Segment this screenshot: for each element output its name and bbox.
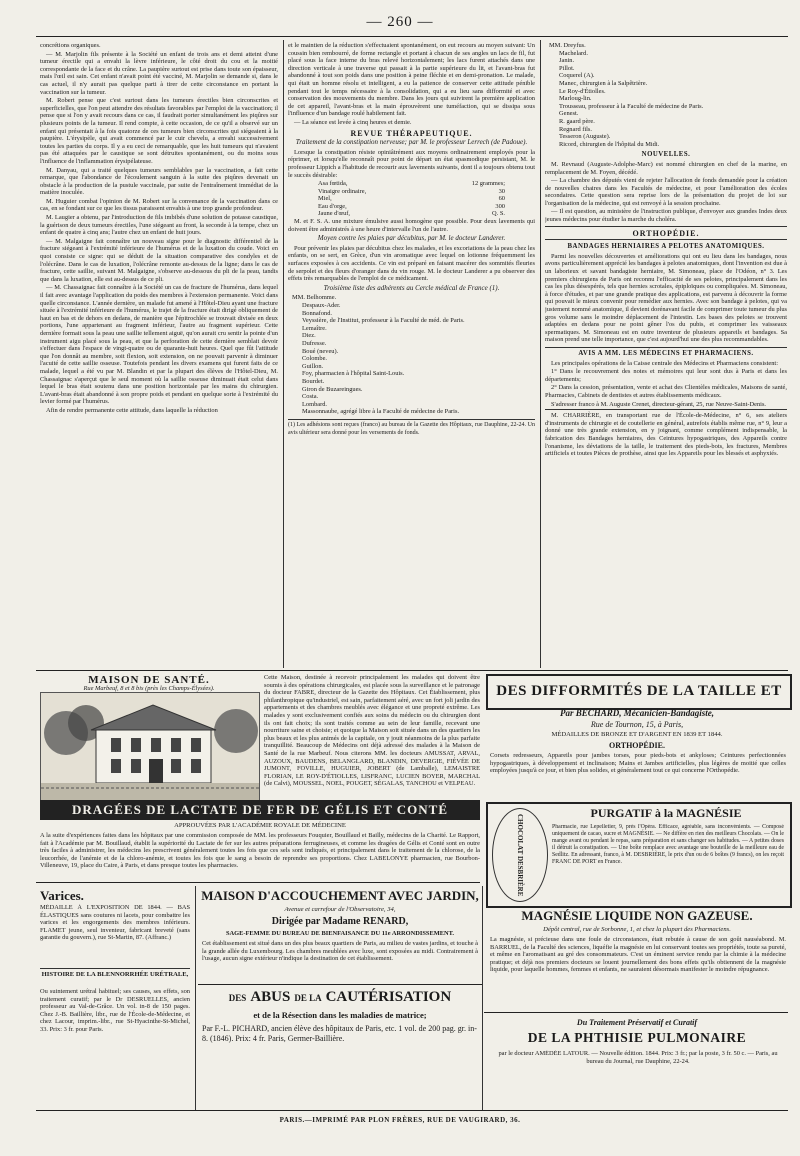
paragraph: M. Danyau, qui a traité quelques tumeurs semblables par la vaccination, a fait cette remarque, que l'abondance de l'écoulement sanguin à la suite des piqûres devenait un obstacle à la production de la pustule vaccinale, par suite de l'entraînement immédiat de la matière inoculée. <box>40 166 278 197</box>
abus-title-part: DE LA <box>294 993 322 1003</box>
list-item: Foy, pharmacien à l'hôpital Saint-Louis. <box>302 370 405 378</box>
maison-title: MAISON DE SANTÉ. <box>88 674 210 686</box>
paragraph: M. Robert pense que c'est surtout dans les tumeurs érectiles bien circonscrites et superficielles, que l'on peut attendre des résultats favorables par l'emploi de la vaccination; il pense que si l'on y avait recours dans ce cas, il faudrait porter simultanément les piqûres sur plusieurs points de la tumeur. Il rend compte, à cette occasion, de ce qu'il a observé sur un enfant qui présentait à la fois quatorze de ces tumeurs bien circonscrites qui siégeaient à la paupière. L'érysipèle, qui avait commencé par le cuir chevelu, a envahi successivement toutes les parties du corps. Il y a eu ceci de remarquable, que les huit tumeurs qui n'avaient pas été attaquées par le caustique se sont détruites spontanément, ou du moins sous l'influence de l'inflammation érysipélateuse. <box>40 97 278 165</box>
ingredient-row <box>288 203 535 211</box>
ingredient-list <box>288 180 535 218</box>
list-item: Bourdet. <box>302 377 325 385</box>
ingredient-row <box>288 210 535 218</box>
orthopedie-title: ORTHOPÉDIE. <box>632 228 700 238</box>
dragees-text: A la suite d'expériences faites dans les hôpitaux par une commission composée de MM. les professeurs Fouquier, Bouillaud et Bailly, médecins de la Charité. Le Rapport, fait à l'Académie par M. Bouillaud, établit la supériorité du Lactate de fer sur les autres préparations ferrugineuses, et comme les dragées de Gélis et Conté sont en outre très faciles à administrer, les médecins les prescrivent généralement toutes les fois que ces sels sont indiqués, et principalement dans le traitement de la chlorose, de la leucorrhée, de l'anémie et de la chloro-anémie, et toutes les fois que le sang a besoin de reprendre ses proportions. Chez LABELONYE pharmacien, rue Bourbon-Villeneuve, 19, place du Caire, à Paris, et dans presque toutes les pharmacies. <box>40 832 480 870</box>
paragraph: 2° Dans la cession, présentation, vente et achat des Clientèles médicales, Maisons de santé, Pharmacies, Cabinets de dentistes et autres établissements médicaux. <box>545 384 787 399</box>
paragraph: concrétions organiques. <box>40 42 101 49</box>
nouvelles-title: NOUVELLES. <box>641 151 691 159</box>
difformites-title: DES DIFFORMITÉS DE LA TAILLE ET <box>496 683 782 699</box>
list-item: Manec, chirurgien à la Salpêtrière. <box>559 79 648 87</box>
list-item: Tesseron (Auguste). <box>559 133 611 141</box>
magnesie-depot: Dépôt central, rue de Sorbonne, 1, et chez la plupart des Pharmaciens. <box>543 926 731 933</box>
chocolat-seal-icon <box>492 808 548 902</box>
column-divider <box>482 886 483 1110</box>
phtisie-text: par le docteur AMÉDÉE LATOUR. — Nouvelle édition. 1844. Prix: 3 fr.; par la poste, 3 fr. 50 c. — Paris, au bureau du Journal, rue Dauphine, 22-24. <box>498 1050 778 1065</box>
house-drawing-icon <box>41 693 259 803</box>
accouchement-title: MAISON D'ACCOUCHEMENT AVEC JARDIN, <box>201 888 479 903</box>
list-item: Regnard fils. <box>559 125 593 133</box>
section-rule <box>36 882 480 883</box>
ingredient-qty: Q. S. <box>492 210 505 218</box>
list-item: Coquerel (A). <box>559 72 595 80</box>
list-item: Le Roy-d'Étiolles. <box>559 87 606 95</box>
paragraph: Afin de rendre permanente cette attitude, dans laquelle la réduction <box>46 406 218 414</box>
imprint-footer: PARIS.—IMPRIMÉ PAR PLON FRÈRES, RUE DE VAUGIRARD, 36. <box>279 1116 521 1124</box>
abus-subtitle: et de la Résection dans les maladies de matrice; <box>253 1010 427 1020</box>
difformites-orthopedie: ORTHOPÉDIE. <box>609 741 665 750</box>
column-divider <box>540 40 541 668</box>
list-item: Bonnafond. <box>302 309 332 317</box>
list-item: Diez. <box>302 332 316 340</box>
column-1 <box>40 42 278 667</box>
paragraph: M. Huguier combat l'opinion de M. Robert sur la convenance de la vaccination dans ce cas, en se fondant sur ce que les tissus paraissent envahis à une trop grande profondeur. <box>40 197 278 213</box>
revue-subtitle: Traitement de la constipation nerveuse; par M. le professeur Lerrech (de Padoue). <box>295 138 528 147</box>
seal-text: CHOCOLAT DESBRIÈRE <box>516 813 524 897</box>
list-item: Dufresse. <box>302 339 327 347</box>
abus-title <box>200 988 480 1006</box>
ingredient-name: Vinaigre ordinaire, <box>318 187 367 195</box>
paragraph: M. Revnaud (Auguste-Adolphe-Marc) est nommé chirurgien en chef de la marine, en remplacement de M. Foyen, décédé. <box>545 160 787 176</box>
list-item: Lemaître. <box>302 324 327 332</box>
member-list <box>545 42 787 148</box>
page-number: — 260 — <box>366 14 434 30</box>
difformites-address: Rue de Tournon, 15, à Paris, <box>590 720 684 729</box>
liste-title: Troisième liste des adhérents au Cercle médical de France (1). <box>323 283 500 292</box>
paragraph: — La chambre des députés vient de rejeter l'allocation de fonds demandée pour la création de nouvelles chaires dans les Facultés de médecine, et pour l'amélioration des écoles secondaires. Cette question sera reprise lors de la présentation du projet de loi sur l'organisation de la médecine, qui est renvoyé à la session prochaine. <box>545 177 787 207</box>
blennorrhee-text: Ou suintement urétral habituel; ses causes, ses effets, son traitement curatif; par le Dr DESRUELLES, ancien professeur au Val-de-Grâce. Un vol. in-8 de 150 pages. Chez J.-B. Baillière, libr., rue de l'École-de-Médecine, et chez Lacour, imprim.-libr., rue St-Hyacinthe-St-Michel, 33. Prix: 3 fr. pour Paris. <box>40 988 190 1033</box>
section-rule <box>198 984 482 985</box>
paragraph: M. et F. S. A. une mixture émulsive aussi homogène que possible. Pour deux lavements qui doivent être administrés à une heure d'intervalle l'un de l'autre. <box>288 218 535 233</box>
paragraph: Parmi les nouvelles découvertes et améliorations qui ont eu lieu dans les bandages, nous avons particulièrement apprécié les bandages à pelotes anatomiques, dont l'invention est due à un laborieux et savant bandagiste herniaire, M. Simoneau, place de l'Odéon, n° 3. Les premiers chirurgiens de Paris ont reconnu l'efficacité de ses pelotes, principalement dans les cas les plus désespérés, tels que hernies scrotales, épiploïques ou compliquées. M. Simoneau, à force d'études, et par une grande pratique des applications, est parvenu à découvrir la forme qui pouvait le mieux convenir pour remédier aux hernies. Avec son bandage à pelotes, qui va justement nommé anatomique, il devient dorénavant facile de comprimer toute tumeur du plus gros volume sans le moindre déplacement de l'intestin. Les bases des pelotes se trouvent adaptées en dedans pour ne point gêner l'os du pubis, et comprimer les vaisseaux spermatiques. M. Simoneau est en outre inventeur de plusieurs appareils et bandages. Sa maison prend une telle importance, que c'est aujourd'hui une des plus recommandables. <box>545 252 787 344</box>
column-divider <box>195 886 196 1110</box>
paragraph: — M. Chassaignac fait connaître à la Société un cas de fracture de l'humérus, dans lequel il fait avec avantage l'application du poids des membres à l'extension permanente. Voici dans quelle circonstance. L'année dernière, un malade fut amené à l'Hôtel-Dieu ayant une fracture située à l'extrémité inférieure de l'humérus, le trajet de la fracture était dirigé obliquement de haut en bas et de dehors en dedans, de manière que l'épitrochlée se trouvait divisée en deux portions, l'une appartenant au fragment inférieur, l'autre au fragment supérieur. Cette dernière formait sous la peau une saillie tellement aiguë, qu'on aurait cru sentir la pointe d'un instrument aigu placé sous la peau, et que la perforation de cette dernière semblait devoir s'effectuer dans l'espace de vingt-quatre ou de quarante-huit heures. Quel que fût l'attitude que l'on donnât au membre, soit flexion, soit extension, on ne pouvait parvenir à diminuer l'acuité de cette saillie osseuse. Toutefois pendant les divers examens qui furent faits de ce malade, lequel a été vu par M. Blandin et par la plupart des élèves de l'Hôtel-Dieu, M. Chassaignac s'aperçut que le seul moment où la saillie osseuse diminuait était celui dans lequel le bras était soutenu dans une position horizontale par les mains du chirurgien. L'avant-bras était abandonné à son propre poids et pendant en quelque sorte à l'extrémité du levier formé par l'humérus. <box>40 284 278 406</box>
list-item: Guillon. <box>302 362 324 370</box>
revue-title: REVUE THÉRAPEUTIQUE. <box>350 128 473 138</box>
ingredient-name: Jaune d'œuf, <box>318 210 351 218</box>
member-list <box>288 294 535 416</box>
paragraph: Pour prévenir les plaies par décubitus chez les malades, et les excoriations de la peau chez les enfants, on se sert, en Grèce, d'un vin aromatique avec lequel on lotionne fréquemment les surfaces exposées à ces accidents. Ce vin est préparé en faisant macérer des sommités fleuries de serpolet et des fleurs d'oranger dans du vin rouge. M. le docteur Landerer a pu observer des effets très remarquables de l'emploi de ce médicament. <box>288 244 535 283</box>
accouchement-role: SAGE-FEMME DU BUREAU DE BIENFAISANCE DU 11e ARRONDISSEMENT. <box>225 930 455 937</box>
abus-title-part: ABUS <box>250 989 291 1005</box>
difformites-text: Corsets redresseurs, Appareils pour jambes torses, pour pieds-bots et ankyloses; Ceintures perfectionnées hypogastriques, à développement et inclinaison; Mains et Jambes artificielles, plus légères de moitié que celles employées jusqu'à ce jour, et bien plus solides, et généralement tout ce qui concerne l'Orthopédie. <box>490 752 786 775</box>
maison-text: Cette Maison, destinée à recevoir principalement les malades qui doivent être soumis à des opérations chirurgicales, est placée sous la surveillance et le patronage du docteur FABRE, directeur de la Gazette des Hôpitaux. Cet Établissement, plus philanthropique qu'industriel, est sain, parfaitement aéré, avec un fort joli jardin des appartements et des chambres meublés avec élégance et une propreté extrême. Les malades y sont exclusivement confiés aux soins du médecin ou du chirurgien dont ils ont fait choix; ils sont traités comme au sein de leur famille, recevant une nourriture saine et choisie; et quoique la Maison soit située dans un des quartiers les plus beaux et les plus animés de la capitale, on y jouit néanmoins de la plus parfaite tranquillité. Beaucoup de Médecins ont déjà adressé des malades à la Maison de Santé de la rue Marbeuf. Nous citerons MM. les docteurs AMUSSAT, ARVAL, AUZOUX, BAUDENS, BELANGLARD, BLANDIN, DEVERGIE, FIÉVÉE DE JUMONT, FOVILLE, HUGUIER, JOBERT (de Lamballe), LEMAISTRE FLORIAN, LE ROY-D'ÉTIOLLES, LISFRANC, LUCIEN BOYER, MARCHAL (de Calvi), MOUSSEL, NOEL, POUGET, SÉGALAS, TANCHOU et VELPEAU. <box>264 674 480 788</box>
paragraph: M. Laugier a obtenu, par l'introduction de fils imbibés d'une solution de potasse caustique, la guérison de deux tumeurs érectiles, l'une siégeant au front, la seconde à la tempe, chez un enfant de quatre à cinq ans; l'autre chez un enfant de huit jours. <box>40 214 278 237</box>
paragraph: Lorsque la constipation résiste opiniâtrément aux moyens ordinairement employés pour la réprimer, et lorsqu'elle reconnaît pour point de départ un état spasmodique persistant, M. le professeur Lippich a l'habitude de recourir aux lavements suivants, dont il a toujours obtenu tout le succès désirable: <box>288 148 535 179</box>
ingredient-qty: 300 <box>495 202 505 210</box>
paragraph: — M. Malgaigne fait connaître un nouveau signe pour le diagnostic différentiel de la fracture siégeant à l'extrémité inférieure de l'humérus et de la luxation du coude. Voici en quoi consiste ce signe: qui se déduit de la situation comparative des condyles et de l'olécrâne. Dans le cas de luxation, l'olécrâne remonte au-dessus de la ligne; dans le cas de fracture, cette saillie, suivant M. Malgaigne, s'observe au-dessous du pli de la peau, tandis que dans la luxation, elle est au-dessus de ce pli. <box>40 237 278 283</box>
varices-title: Varices. <box>40 888 84 903</box>
ingredient-qty: 60 <box>498 195 505 203</box>
accouchement-text: Cet établissement est situé dans un des plus beaux quartiers de Paris, au milieu de vastes jardins, et touche à la grande allée du Luxembourg. Les chambres meublées avec luxe, sont exposées au midi. Contrairement à l'usage, aucun signe extérieur n'indique la destination de cet établissement. <box>202 940 478 963</box>
house-illustration <box>40 692 260 804</box>
abus-title-part: DES <box>228 993 247 1003</box>
orthopedie-subtitle: BANDAGES HERNIAIRES A PELOTES ANATOMIQUES. <box>567 243 765 251</box>
list-item: Ricord, chirurgien de l'hôpital du Midi. <box>559 140 660 148</box>
ingredient-name: Miel, <box>318 195 332 203</box>
abus-title-part: CAUTÉRISATION <box>325 989 452 1005</box>
ingredient-row <box>288 180 535 188</box>
abus-text: Par F.-L. PICHARD, ancien élève des hôpitaux de Paris, etc. 1 vol. de 200 pag. gr. in-8. (1846). Prix: 4 fr. Paris, Germer-Baillière. <box>202 1024 477 1043</box>
list-item: Massonnaube, agrégé libre à la Faculté de médecine de Paris. <box>302 408 460 416</box>
list-item: Colombe. <box>302 355 328 363</box>
ingredient-row <box>288 188 535 196</box>
column-2 <box>288 42 535 667</box>
purgatif-title: PURGATIF à la MAGNÉSIE <box>590 806 742 820</box>
dragees-subtitle: APPROUVÉES PAR L'ACADÉMIE ROYALE DE MÉDECINE <box>174 822 346 829</box>
plaies-title: Moyen contre les plaies par décubitus, par M. le docteur Landerer. <box>317 234 506 243</box>
magnesie-title: MAGNÉSIE LIQUIDE NON GAZEUSE. <box>521 908 753 923</box>
accouchement-director: Dirigée par Madame RENARD, <box>271 916 409 927</box>
paragraph: Les principales opérations de la Caisse centrale des Médecins et Pharmaciens consistent: <box>551 359 778 367</box>
list-item: Machelard. <box>559 49 588 57</box>
paragraph: M. CHARRIÈRE, en transportant rue de l'École-de-Médecine, n° 6, ses ateliers d'instruments de chirurgie et de coutellerie en général, autrefois établis même rue, n° 9, leur a donné une très grande extension, en y joignant, comme complément indispensable, la fabrication des Bandages herniaires, des Ceintures hypogastriques, des Appareils contre l'onanisme, les déviations de la taille, le traitement des pieds-bots, les fractures, Membres artificiels et toutes Pièces de prothèse, ainsi que les Appareils pour les blessés et asphyxiés. <box>545 409 787 458</box>
phtisie-pre: Du Traitement Préservatif et Curatif <box>576 1018 698 1027</box>
magnesie-text: La magnésie, si précieuse dans une foule de circonstances, était rebutée à cause de son goût nauséabond. M. BARRUEL, de la Faculté des sciences, liquéfie la magnésie en lui conservant toutes ses propriétés, toute sa pureté, et même en l'aromatisant au gré des consommateurs. C'est un éminent service rendu par la chimie à la médecine pratique; et déjà nos premiers docteurs se louent journellement des bons effets qu'ils obtiennent de la magnésie liquide, pour laquelle hommes, femmes et enfants, ne sauraient désormais manifester le moindre répugnance. <box>490 936 786 974</box>
difformites-author: Par BECHARD, Mécanicien-Bandagiste, <box>559 708 714 718</box>
column-3 <box>545 42 787 667</box>
maison-address: Rue Marbeuf, 8 et 8 bis (près les Champs-Élysées). <box>83 685 215 692</box>
paragraph: — Il est question, au ministère de l'instruction publique, d'envoyer aux grandes Indes deux jeunes médecins pour étudier la marche du choléra. <box>545 208 787 224</box>
paragraph: et le maintien de la réduction s'effectuaient spontanément, on eut recours au moyen suivant: Un coussin bien rembourré, de forme rectangle et portant à chacun de ses angles un lacs de fil, fut placé sous la face interne du bras relevé horizontalement; les lacs furent attachés dans une direction verticale à une traverse qui passait à la partie supérieure du lit, et l'avant-bras fut abandonné à tout son poids dans une position à peine fléchie et en demi-pronation. Le malade, qui était un homme résolu et intelligent, a eu la patience de conserver cette attitude pénible pendant tout le temps nécessaire à la consolidation, qui a eu lieu sans difformité et avec conservation des mouvements du membre. Dans les jours qui suivirent la première application de cet appareil, l'avant-bras et la main éprouvèrent une tuméfaction, qui se dissipa sous l'influence d'un bandage roulé habilement fait. <box>288 42 535 118</box>
difformites-medal: MÉDAILLES DE BRONZE ET D'ARGENT EN 1839 ET 1844. <box>551 731 723 738</box>
list-item: MM. Belhomme. <box>292 294 337 302</box>
purgatif-ad <box>486 802 792 908</box>
list-item: Despaux-Ader. <box>302 302 341 309</box>
column-divider <box>283 40 284 668</box>
difformites-title-box <box>486 674 792 710</box>
paragraph: — M. Marjolin fils présente à la Société un enfant de trois ans et demi atteint d'une tumeur érectile qui a envahi la lèvre inférieure, le côté droit du cou et la moitié correspondante de la face et du crâne. La paupière surtout est prise dans toute son épaisseur, mais l'œil est sain. Cet enfant n'avait point été vacciné, M. Marjolin se demande si, dans le cas actuel, il n'y aurait pas quelque parti à tirer de cette circonstance en portant la vaccination sur la tumeur. <box>40 50 278 96</box>
paragraph: — La séance est levée à cinq heures et demie. <box>294 118 412 126</box>
list-item: Boué (neveu). <box>302 347 339 355</box>
list-item: Lombard. <box>302 400 328 408</box>
ingredient-name: Asa fœtida, <box>318 180 348 188</box>
list-item: Marloug-lin. <box>559 95 592 103</box>
blennorrhee-title: HISTOIRE DE LA BLENNORRHÉE URÉTRALE, <box>40 968 190 978</box>
list-item: Pillot. <box>559 64 575 72</box>
varices-text: MÉDAILLE À L'EXPOSITION DE 1844. — BAS ÉLASTIQUES sans coutures ni lacets, pour combattre les varices et les engorgements des membres inférieurs. FLAMET jeune, seul inventeur, fabricant breveté (sans garantie du gouvern.), rue St-Martin, 87. (Affranc.) <box>40 904 190 942</box>
list-item: Janin. <box>559 57 575 65</box>
list-item: Giron de Buzareingues. <box>302 385 363 393</box>
ingredient-row <box>288 195 535 203</box>
list-item: R. gaard père. <box>559 117 595 125</box>
ingredient-qty: 12 grammes; <box>471 180 505 188</box>
purgatif-text: Pharmacie, rue Lepelletier, 9, près l'Opéra. Efficace, agréable, sans inconvénients. — Composé uniquement de cacao, sucre et MAGNÉSIE. — Ne diffère en rien des meilleurs Chocolats. — On le mange avant ou pendant le repas, sans préparation et sans changer ses habitudes. — A petites doses il détruit la constipation. — Une boîte remplace avec avantage une bouteille de la meilleure eau de Sedlitz. En adressant, franco, à M. DESBRIÈRE, le prix d'un ou de 6 boîtes (9 francs), on les reçoit FRANC DE PORT en France. <box>552 824 784 865</box>
list-item: Veyssière, de l'Institut, professeur à la Faculté de méd. de Paris. <box>302 317 465 325</box>
paragraph: 1° Dans le recouvrement des notes et mémoires qui leur sont dus à Paris et dans les départements; <box>545 368 787 383</box>
dragees-banner: DRAGÉES DE LACTATE DE FER DE GÉLIS ET CONTÉ <box>40 800 480 820</box>
footnote: (1) Les adhésions sont reçues (franco) au bureau de la Gazette des Hôpitaux, rue Dauphine, 22-24. Un avis ultérieur sera donné pour les versements de fonds. <box>288 419 535 437</box>
list-item: Trousseau, professeur à la Faculté de médecine de Paris. <box>559 102 704 110</box>
ingredient-qty: 30 <box>498 187 505 195</box>
list-item: Genest. <box>559 110 579 118</box>
ingredient-name: Eau d'orge, <box>318 202 347 210</box>
list-item: Costa. <box>302 393 319 401</box>
avis-title: AVIS A MM. LES MÉDECINS ET PHARMACIENS. <box>545 347 787 358</box>
paragraph: S'adresser franco à M. Auguste Crenet, directeur-gérant, 25, rue Neuve-Saint-Denis. <box>551 400 767 408</box>
list-item: MM. Dreyfus. <box>549 42 586 49</box>
section-rule <box>484 1012 788 1013</box>
phtisie-title: DE LA PHTHISIE PULMONAIRE <box>527 1030 747 1045</box>
header-rule <box>36 36 788 37</box>
section-rule <box>36 670 788 671</box>
footer-rule <box>36 1110 788 1111</box>
accouchement-address: Avenue et carrefour de l'Observatoire, 34, <box>284 906 396 913</box>
